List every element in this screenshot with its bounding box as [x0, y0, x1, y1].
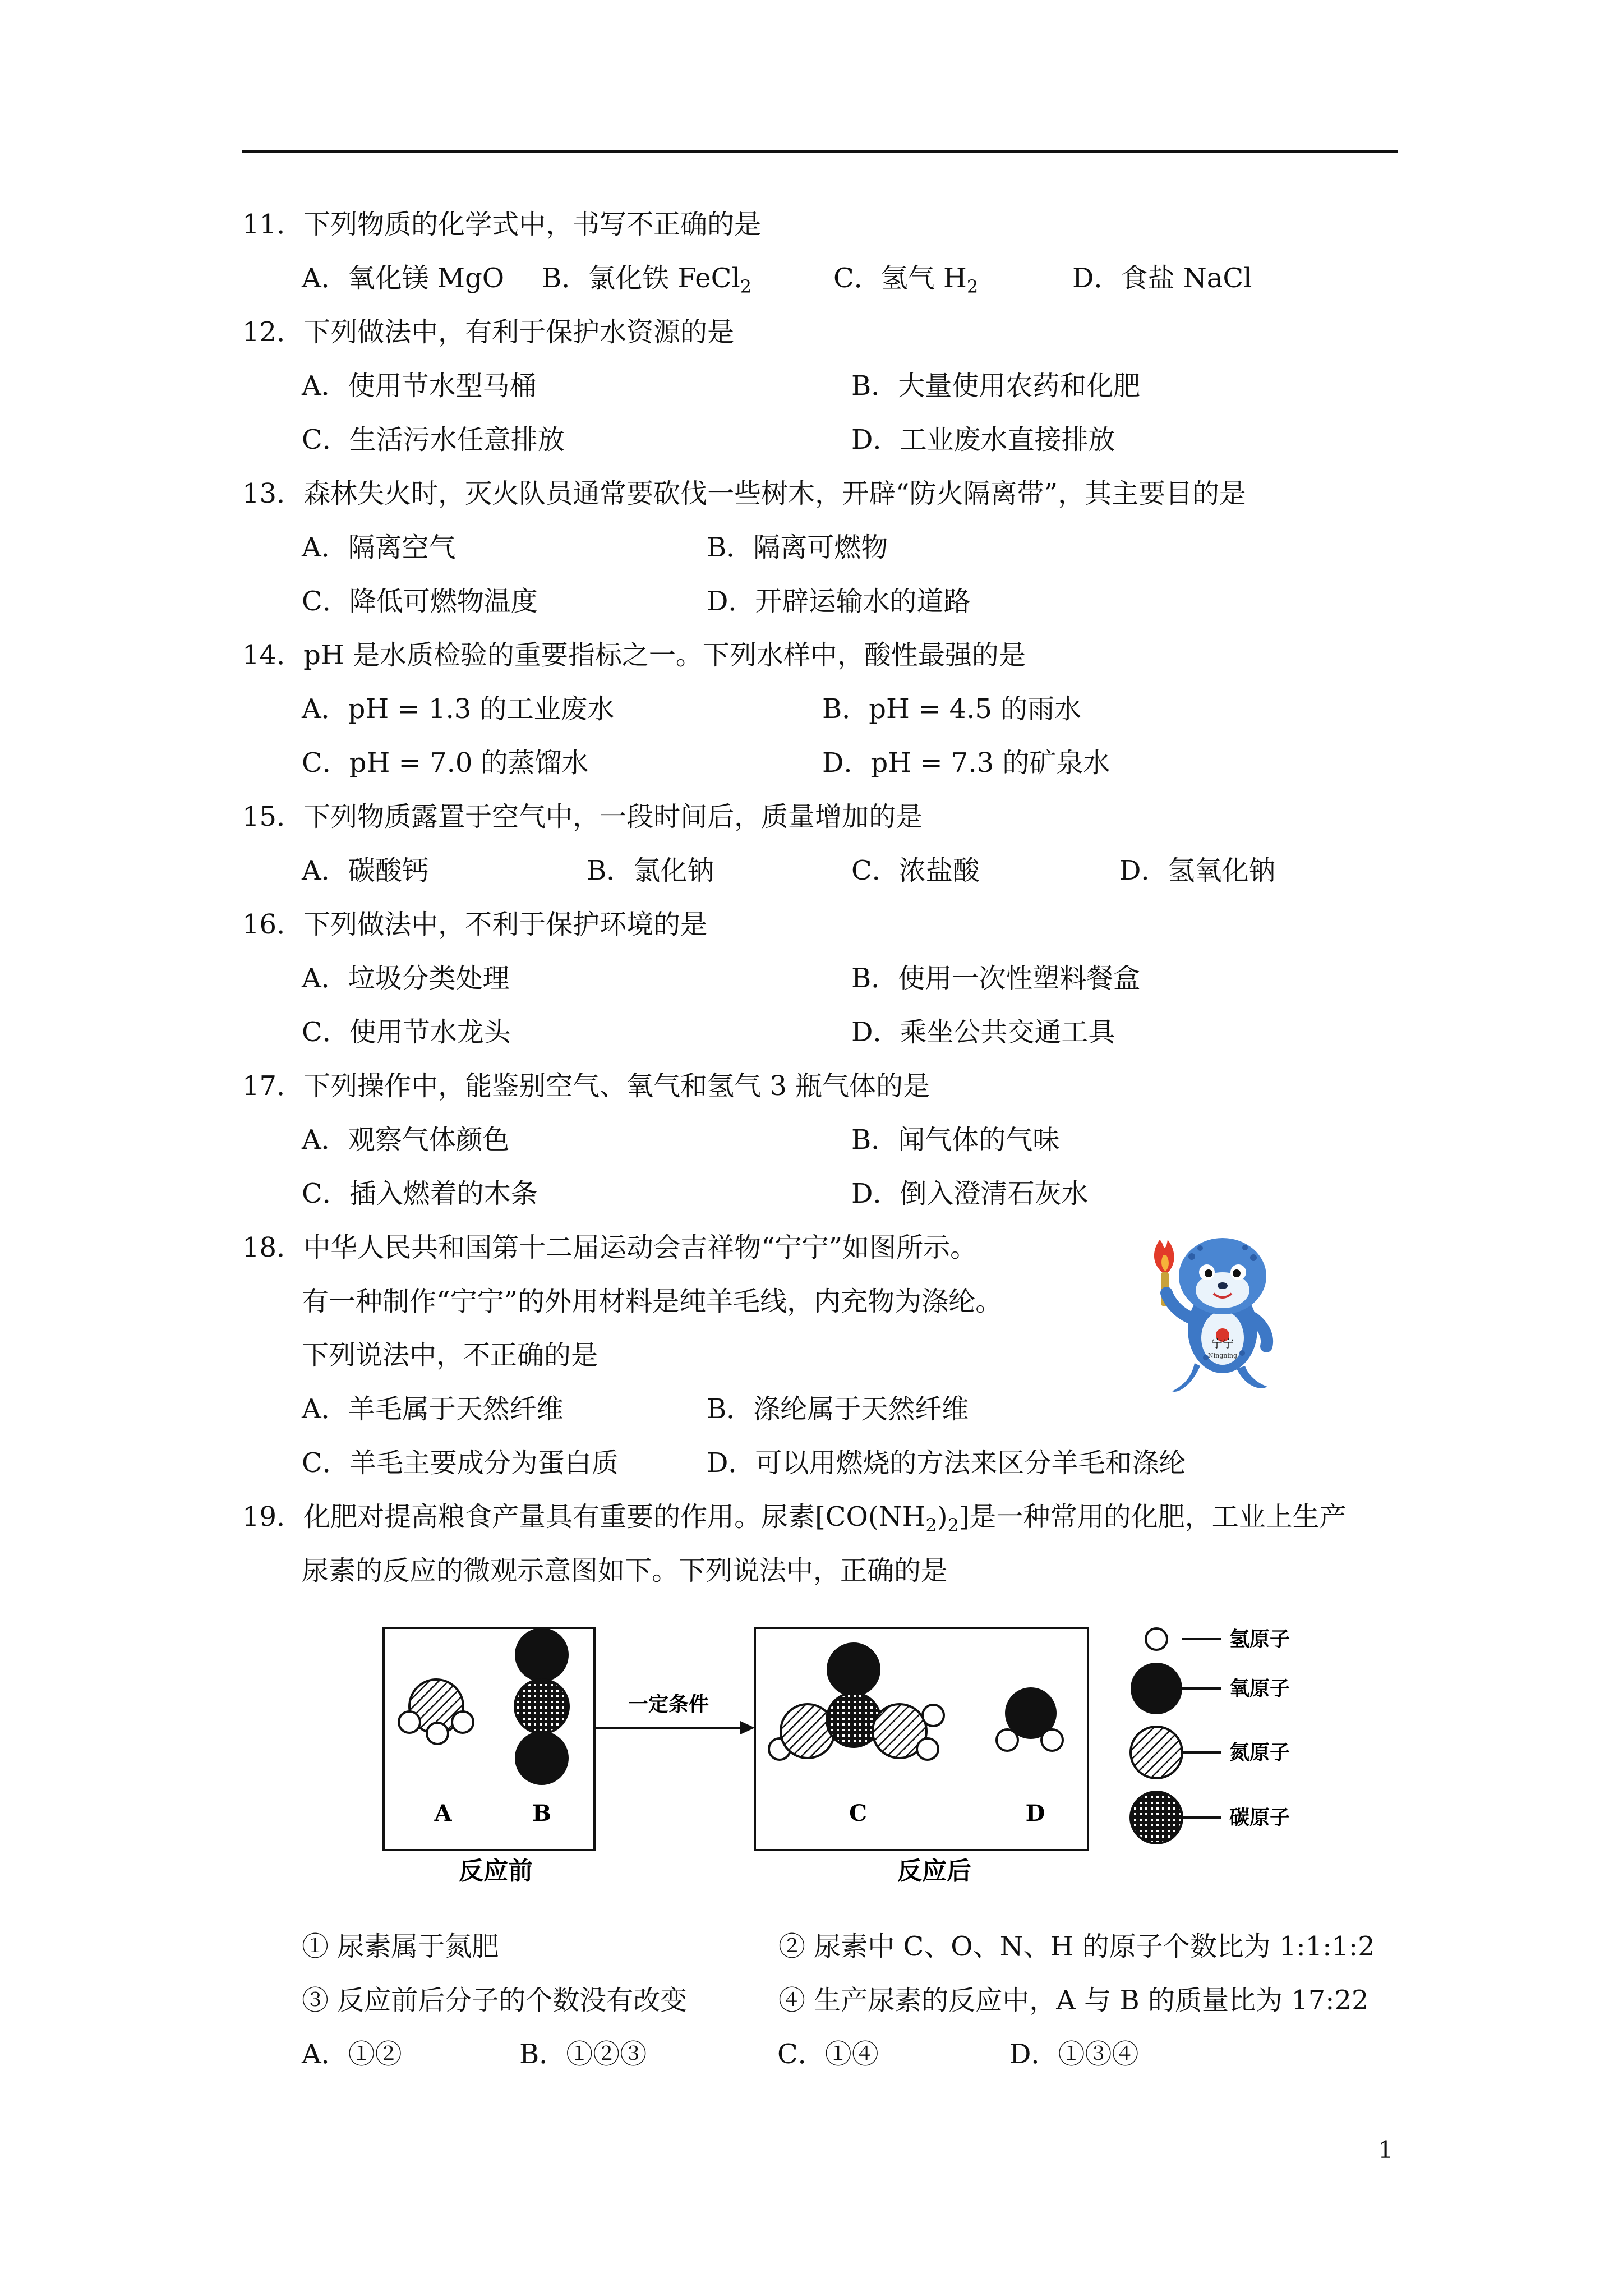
q11-option-a: A．氧化镁 MgO — [302, 263, 505, 294]
q17-stem: 17．下列操作中，能鉴别空气、氧气和氢气 3 瓶气体的是 — [242, 1070, 930, 1102]
page-number: 1 — [1378, 2136, 1393, 2164]
legend-h-icon — [1146, 1628, 1167, 1650]
atom-h — [997, 1729, 1018, 1751]
q15-option-c: C．浓盐酸 — [851, 855, 980, 886]
q17-option-a: A．观察气体颜色 — [302, 1124, 510, 1156]
q17-option-b: B．闻气体的气味 — [851, 1124, 1060, 1156]
legend-h: 氢原子 — [1229, 1627, 1290, 1651]
reaction-diagram — [376, 1610, 1352, 1902]
label-b: B — [532, 1800, 551, 1826]
mascot-label: 宁宁 — [1211, 1337, 1234, 1350]
q19-option-d: D．①③④ — [1009, 2039, 1139, 2070]
mascot-sublabel: Ningning — [1208, 1352, 1237, 1359]
q16-option-b: B．使用一次性塑料餐盒 — [851, 963, 1141, 994]
q13-stem: 13．森林失火时，灭火队员通常要砍伐一些树木，开辟“防火隔离带”，其主要目的是 — [242, 478, 1247, 509]
label-c: C — [849, 1800, 867, 1826]
q16-option-c: C．使用节水龙头 — [302, 1016, 511, 1048]
q12-stem: 12．下列做法中，有利于保护水资源的是 — [242, 316, 735, 348]
atom-o — [515, 1628, 569, 1682]
q19-statement-2: ② 尿素中 C、O、N、H 的原子个数比为 1:1:1:2 — [778, 1931, 1375, 1962]
q14-option-b: B．pH = 4.5 的雨水 — [822, 693, 1082, 725]
q15-stem: 15．下列物质露置于空气中，一段时间后，质量增加的是 — [242, 801, 923, 832]
label-before: 反应前 — [459, 1857, 533, 1885]
atom-n — [781, 1704, 834, 1758]
q11-option-d: D．食盐 NaCl — [1072, 263, 1252, 294]
mascot-ningning-image — [1138, 1223, 1295, 1414]
q18-option-d: D．可以用燃烧的方法来区分羊毛和涤纶 — [707, 1447, 1186, 1479]
q13-option-b: B．隔离可燃物 — [707, 532, 888, 563]
label-a: A — [434, 1800, 452, 1826]
q18-stem-line1: 18．中华人民共和国第十二届运动会吉祥物“宁宁”如图所示。 — [242, 1232, 978, 1263]
q15-option-d: D．氢氧化钠 — [1119, 855, 1276, 886]
q19-option-c: C．①④ — [777, 2039, 879, 2070]
q14-stem: 14．pH 是水质检验的重要指标之一。下列水样中，酸性最强的是 — [242, 639, 1026, 671]
arrow-condition: 一定条件 — [628, 1692, 709, 1716]
q14-option-c: C．pH = 7.0 的蒸馏水 — [302, 747, 589, 779]
q19-stem-line2: 尿素的反应的微观示意图如下。下列说法中，正确的是 — [302, 1555, 948, 1586]
atom-h — [917, 1738, 938, 1760]
atom-h — [427, 1723, 448, 1744]
q18-option-a: A．羊毛属于天然纤维 — [302, 1393, 564, 1425]
q17-option-d: D．倒入澄清石灰水 — [851, 1178, 1089, 1209]
atom-h — [1041, 1729, 1063, 1751]
q12-option-d: D．工业废水直接排放 — [851, 424, 1115, 455]
q18-option-b: B．涤纶属于天然纤维 — [707, 1393, 969, 1425]
atom-h — [923, 1705, 944, 1726]
legend-o: 氧原子 — [1229, 1677, 1290, 1700]
q18-stem-line3: 下列说法中，不正确的是 — [302, 1340, 598, 1371]
q16-option-a: A．垃圾分类处理 — [302, 963, 510, 994]
header-rule — [242, 150, 1398, 153]
q12-option-b: B．大量使用农药和化肥 — [851, 370, 1141, 402]
legend-n: 氮原子 — [1229, 1741, 1290, 1764]
legend-o-icon — [1131, 1663, 1182, 1714]
atom-h — [399, 1711, 420, 1733]
q19-statement-4: ④ 生产尿素的反应中，A 与 B 的质量比为 17:22 — [778, 1985, 1369, 2016]
q16-stem: 16．下列做法中，不利于保护环境的是 — [242, 909, 708, 940]
q19-option-b: B．①②③ — [519, 2039, 647, 2070]
q19-statement-1: ① 尿素属于氮肥 — [302, 1931, 499, 1962]
q19-stem-line1: 19．化肥对提高粮食产量具有重要的作用。尿素$[CO(NH_2)_2]$是一种常用的化肥，工业上生产 — [242, 1501, 1347, 1536]
atom-c — [827, 1693, 880, 1747]
atom-o — [515, 1731, 569, 1785]
q19-statement-3: ③ 反应前后分子的个数没有改变 — [302, 1985, 688, 2016]
q13-option-c: C．降低可燃物温度 — [302, 586, 538, 617]
q14-option-a: A．pH = 1.3 的工业废水 — [302, 693, 615, 725]
q15-option-b: B．氯化钠 — [587, 855, 714, 886]
q12-option-a: A．使用节水型马桶 — [302, 370, 537, 402]
label-after: 反应后 — [897, 1857, 971, 1885]
legend-c-icon — [1131, 1792, 1182, 1843]
q11-stem: 11．下列物质的化学式中，书写不正确的是 — [242, 209, 762, 240]
q17-option-c: C．插入燃着的木条 — [302, 1178, 538, 1209]
q16-option-d: D．乘坐公共交通工具 — [851, 1016, 1115, 1048]
atom-o — [827, 1642, 880, 1696]
q12-option-c: C．生活污水任意排放 — [302, 424, 565, 455]
legend-c: 碳原子 — [1229, 1806, 1290, 1829]
arrow-head — [740, 1721, 755, 1734]
q14-option-d: D．pH = 7.3 的矿泉水 — [822, 747, 1110, 779]
legend-n-icon — [1131, 1727, 1182, 1778]
q13-option-a: A．隔离空气 — [302, 532, 456, 563]
atom-c — [515, 1680, 569, 1733]
q15-option-a: A．碳酸钙 — [302, 855, 429, 886]
atom-h — [452, 1711, 473, 1733]
q11-option-b: B．氯化铁 FeCl$_2$ — [542, 263, 752, 297]
q11-option-c: C．氢气 $H_2$ — [833, 263, 979, 297]
q18-stem-line2: 有一种制作“宁宁”的外用材料是纯羊毛线，内充物为涤纶。 — [302, 1286, 1003, 1317]
q18-option-c: C．羊毛主要成分为蛋白质 — [302, 1447, 619, 1479]
q13-option-d: D．开辟运输水的道路 — [707, 586, 971, 617]
label-d: D — [1025, 1800, 1045, 1826]
q19-option-a: A．①② — [302, 2039, 402, 2070]
